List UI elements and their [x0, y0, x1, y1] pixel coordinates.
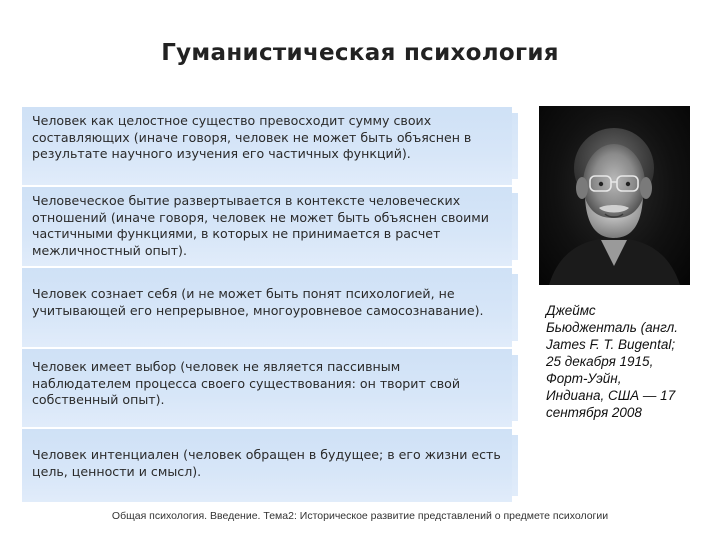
caption-line: сентября 2008: [546, 405, 642, 420]
point-2: [22, 187, 512, 266]
caption-line: 25 декабря 1915,: [546, 354, 654, 369]
caption-line: James F. T. Bugental;: [546, 337, 676, 352]
point-2-text: Человеческое бытие развертывается в контексте человеческих отношений (иначе говоря, человек не может быть объяснен своими частичными функциями, в которых не принимается в расчет межличностный опыт).: [32, 193, 489, 258]
portrait-drawing: [539, 106, 690, 285]
point-5: [22, 429, 512, 502]
slide-footer: Общая психология. Введение. Тема2: Историческое развитие представлений о предмете психологии: [111, 510, 609, 522]
caption-line: Джеймс: [546, 303, 596, 318]
caption-line: Форт-Уэйн,: [546, 371, 622, 386]
point-5-text: Человек интенциален (человек обращен в будущее; в его жизни есть цель, ценности и смысл).: [32, 447, 501, 479]
point-1-text: Человек как целостное существо превосходит сумму своих составляющих (иначе говоря, человек не может быть объяснен в результате научного изучения его частичных функций).: [32, 113, 472, 161]
caption-line: Бьюдженталь (англ.: [546, 320, 678, 335]
portrait-photo: [539, 106, 690, 285]
point-1: [22, 107, 512, 185]
slide-title: Гуманистическая психология: [161, 40, 559, 66]
caption-line: Индиана, США — 17: [546, 388, 676, 403]
point-4-text: Человек имеет выбор (человек не является пассивным наблюдателем процесса своего существования: он творит свой собственный опыт).: [32, 359, 461, 407]
point-3: [22, 268, 512, 347]
portrait-caption: [546, 302, 696, 421]
point-4: [22, 349, 512, 427]
point-3-text: Человек сознает себя (и не может быть понят психологией, не учитывающей его непрерывное, многоуровневое самосознавание).: [32, 286, 484, 318]
